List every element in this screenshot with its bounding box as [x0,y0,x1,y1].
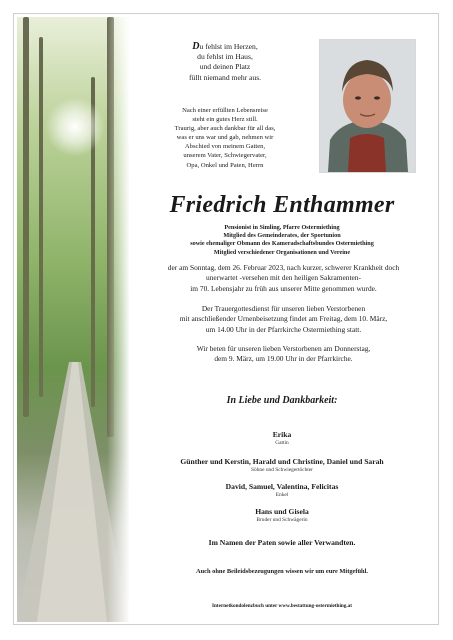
role-line: sowie ehemaliger Obmann des Kameradschaftsbundes Ostermiething [190,240,374,248]
poem-line: füllt niemand mehr aus. [188,72,262,82]
intro-line: Abschied von meinem Gatten, [184,143,266,151]
funeral-info [146,304,421,335]
mourner-relation: Enkel [275,492,289,498]
poem-line: du fehlst im Haus, [197,52,253,62]
poem-line: u fehlst im Herzen, [199,42,258,51]
mourner-entry [150,507,414,524]
deceased-roles [150,224,414,257]
notice-line: im 70. Lebensjahr zu früh aus unserer Mitte genommen wurde. [190,283,377,293]
intro-line: Nach einer erfüllten Lebensreise [182,107,268,114]
role-line: Mitglied des Gemeinderates, der Sportunion [223,232,341,240]
funeral-line: mit anschließender Urnenbeisetzung findet am Freitag, dem 10. März, [179,314,388,324]
family-closing-line: Im Namen der Paten sowie aller Verwandten. [208,538,356,547]
intro-line: was er uns war und gab, nehmen wir [176,134,274,142]
intro-line: steht ein gutes Herz still. [192,116,258,124]
closing-heading: In Liebe und Dankbarkeit: [226,395,338,406]
opening-poem [150,42,300,83]
funeral-line: um 14.00 Uhr in der Pfarrkirche Ostermiething statt. [205,324,362,334]
mourner-entry [150,482,414,499]
mourner-relation: Bruder und Schwägerin [256,517,308,523]
funeral-line: Der Trauergottesdienst für unseren lieben Verstorbenen [201,304,366,313]
intro-line: Opa, Onkel und Paten, Herrn [186,161,264,169]
condolence-note: Auch ohne Beileidsbezeugungen wissen wir um eure Mitgefühl. [196,568,368,575]
online-condolence-link[interactable]: Internetkondolenzbuch unter www.bestattung-ostermiething.at [212,603,352,609]
intro-line: unserem Vater, Schwiegervater, [183,152,267,160]
mourner-relation: Gattin [275,440,289,446]
mourner-entry [150,430,414,447]
mourner-names: David, Samuel, Valentina, Felicitas [225,482,339,491]
deceased-name: Friedrich Enthammer [169,192,395,218]
mourner-names: Günther und Kerstin, Harald und Christine, Daniel und Sarah [180,457,384,466]
role-line: Mitglied verschiedener Organisationen und Vereine [213,248,351,256]
death-notice [146,263,421,294]
intro-text [150,106,300,170]
notice-line: der am Sonntag, dem 26. Februar 2023, nach kurzer, schwerer Krankheit doch [167,263,400,272]
intro-line: Traurig, aber auch dankbar für all das, [174,125,276,133]
role-line: Pensionist in Simling, Pfarre Ostermiething [224,224,340,231]
prayer-line: dem 9. März, um 19.00 Uhr in der Pfarrkirche. [214,354,353,364]
mourner-names: Hans und Gisela [255,507,309,516]
poem-dropcap: D [192,41,200,52]
mourner-relation: Söhne und Schwiegertöchter [251,467,313,473]
poem-line: und deinen Platz [199,62,251,72]
portrait-photo [319,39,416,173]
forest-path-photo [17,17,129,622]
mourner-entry [150,457,414,474]
mourner-names: Erika [272,430,292,439]
notice-line: unerwartet -versehen mit den heiligen Sakramenten- [206,273,361,283]
prayer-line: Wir beten für unseren lieben Verstorbenen am Donnerstag, [196,344,371,353]
prayer-info [146,344,421,365]
